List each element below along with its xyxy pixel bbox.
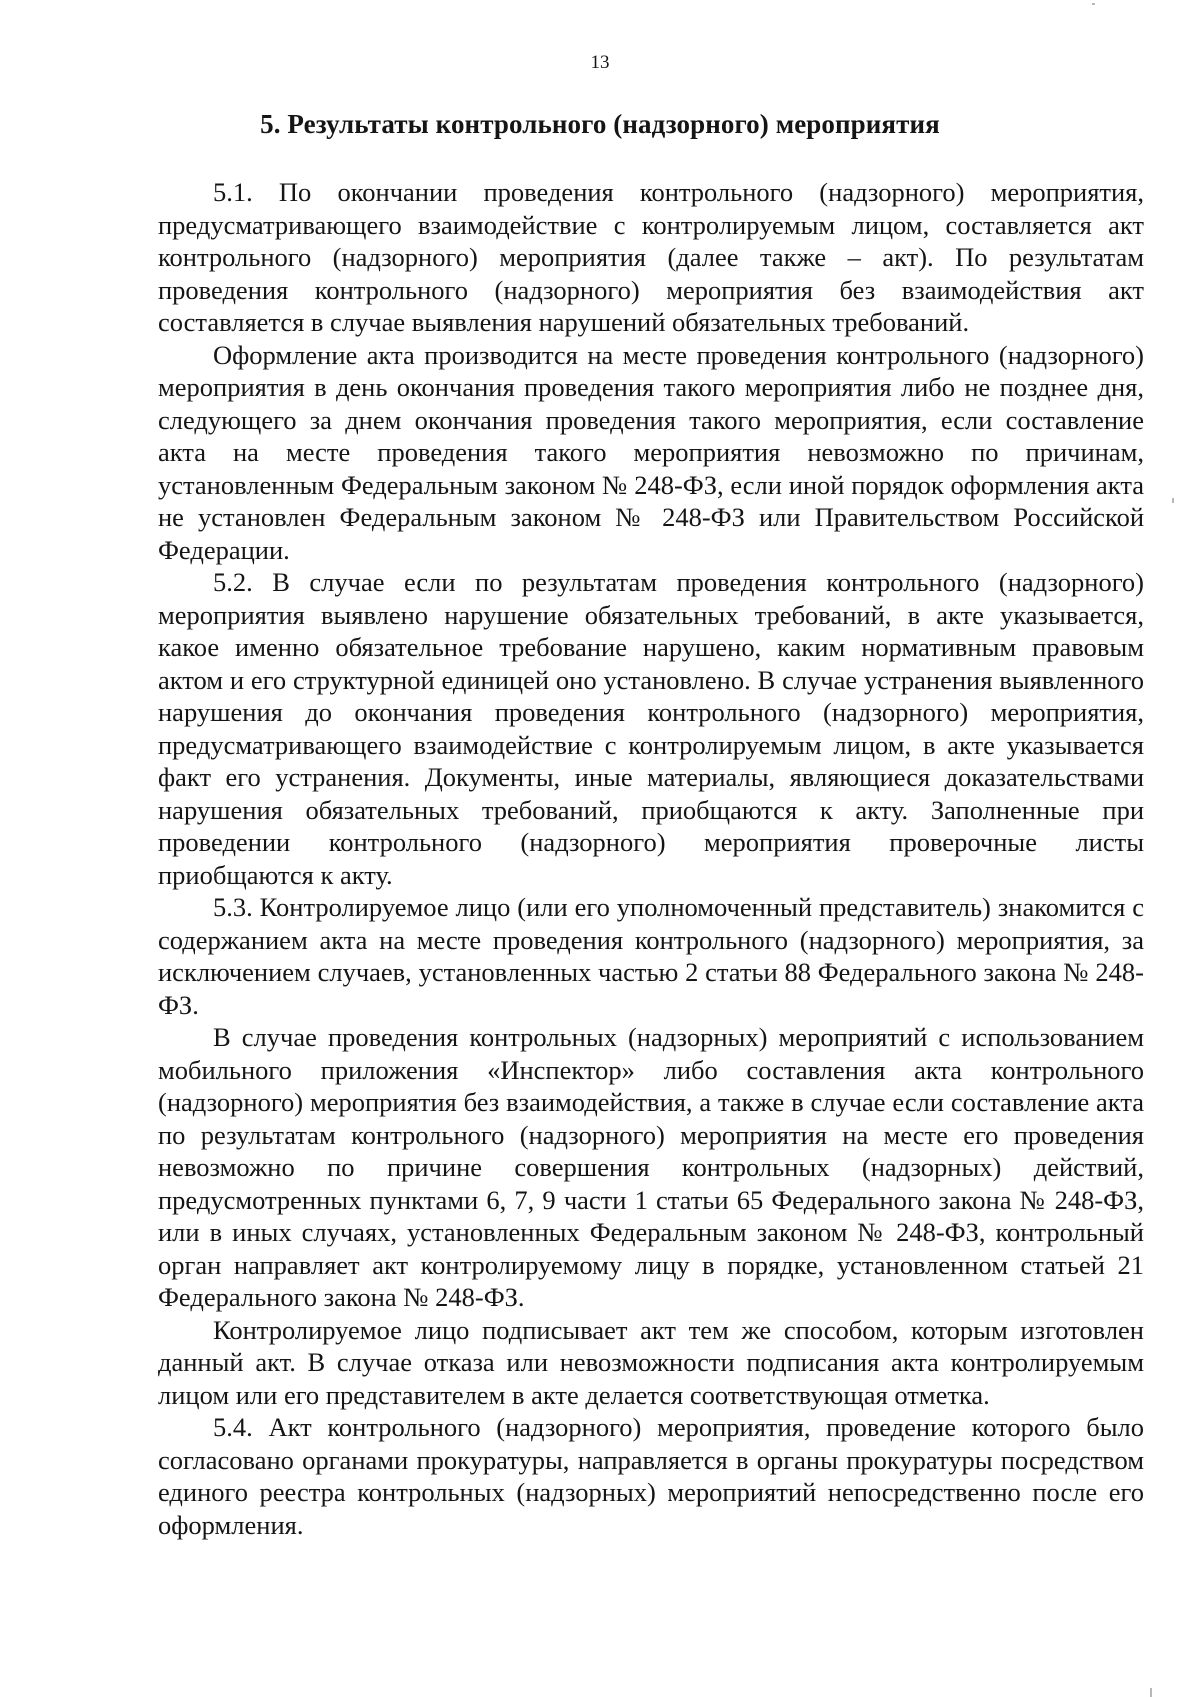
- paragraph-5-3: 5.3. Контролируемое лицо (или его уполномоченный представитель) знакомится с содержанием акта на месте проведения контрольного (надзорного) мероприятия, за исключением случаев, установленных частью 2 статьи 88 Федерального закона № 248-ФЗ.: [158, 892, 1144, 1020]
- paragraph-5-2: 5.2. В случае если по результатам проведения контрольного (надзорного) мероприятия выявлено нарушение обязательных требований, в акте указывается, какое именно обязательное требование нарушено, каким нормативным правовым актом и его структурной единицей оно установлено. В случае устранения выявленного нарушения до окончания проведения контрольного (надзорного) мероприятия, предусматривающего взаимодействие с контролируемым лицом, в акте указывается факт его устранения. Документы, иные материалы, являющиеся доказательствами нарушения обязательных требований, приобщаются к акту. Заполненные при проведении контрольного (надзорного) мероприятия проверочные листы приобщаются к акту.: [158, 567, 1144, 890]
- paragraph-act-drafting: Оформление акта производится на месте проведения контрольного (надзорного) мероприятия в день окончания проведения такого мероприятия либо не позднее дня, следующего за днем окончания проведения такого мероприятия, если составление акта на месте проведения такого мероприятия невозможно по причинам, установленным Федеральным законом № 248-ФЗ, если иной порядок оформления акта не установлен Федеральным законом № 248-ФЗ или Правительством Российской Федерации.: [158, 339, 1144, 565]
- scan-edge-mark: [1092, 3, 1095, 5]
- paragraph-signing: Контролируемое лицо подписывает акт тем же способом, которым изготовлен данный акт. В случае отказа или невозможности подписания акта контролируемым лицом или его представителем в акте делается соответствующая отметка.: [158, 1314, 1144, 1410]
- page-number: 13: [590, 52, 610, 73]
- scan-edge-mark: [1150, 1688, 1152, 1697]
- paragraph-inspector-app: В случае проведения контрольных (надзорных) мероприятий с использованием мобильного приложения «Инспектор» либо составления акта контрольного (надзорного) мероприятия без взаимодействия, а также в случае если составление акта по результатам контрольного (надзорного) мероприятия на месте его проведения невозможно по причине совершения контрольных (надзорных) действий, предусмотренных пунктами 6, 7, 9 части 1 статьи 65 Федерального закона № 248-ФЗ, или в иных случаях, установленных Федеральным законом № 248-ФЗ, контрольный орган направляет акт контролируемому лицу в порядке, установленном статьей 21 Федерального закона № 248-ФЗ.: [158, 1022, 1144, 1312]
- section-body: [158, 176, 1144, 1541]
- scan-edge-mark: [1172, 498, 1174, 503]
- section-heading: 5. Результаты контрольного (надзорного) мероприятия: [260, 109, 940, 139]
- paragraph-5-1: 5.1. По окончании проведения контрольного (надзорного) мероприятия, предусматривающего взаимодействие с контролируемым лицом, составляется акт контрольного (надзорного) мероприятия (далее также – акт). По результатам проведения контрольного (надзорного) мероприятия без взаимодействия акт составляется в случае выявления нарушений обязательных требований.: [158, 177, 1144, 337]
- paragraph-5-4: 5.4. Акт контрольного (надзорного) мероприятия, проведение которого было согласовано органами прокуратуры, направляется в органы прокуратуры посредством единого реестра контрольных (надзорных) мероприятий непосредственно после его оформления.: [158, 1412, 1144, 1540]
